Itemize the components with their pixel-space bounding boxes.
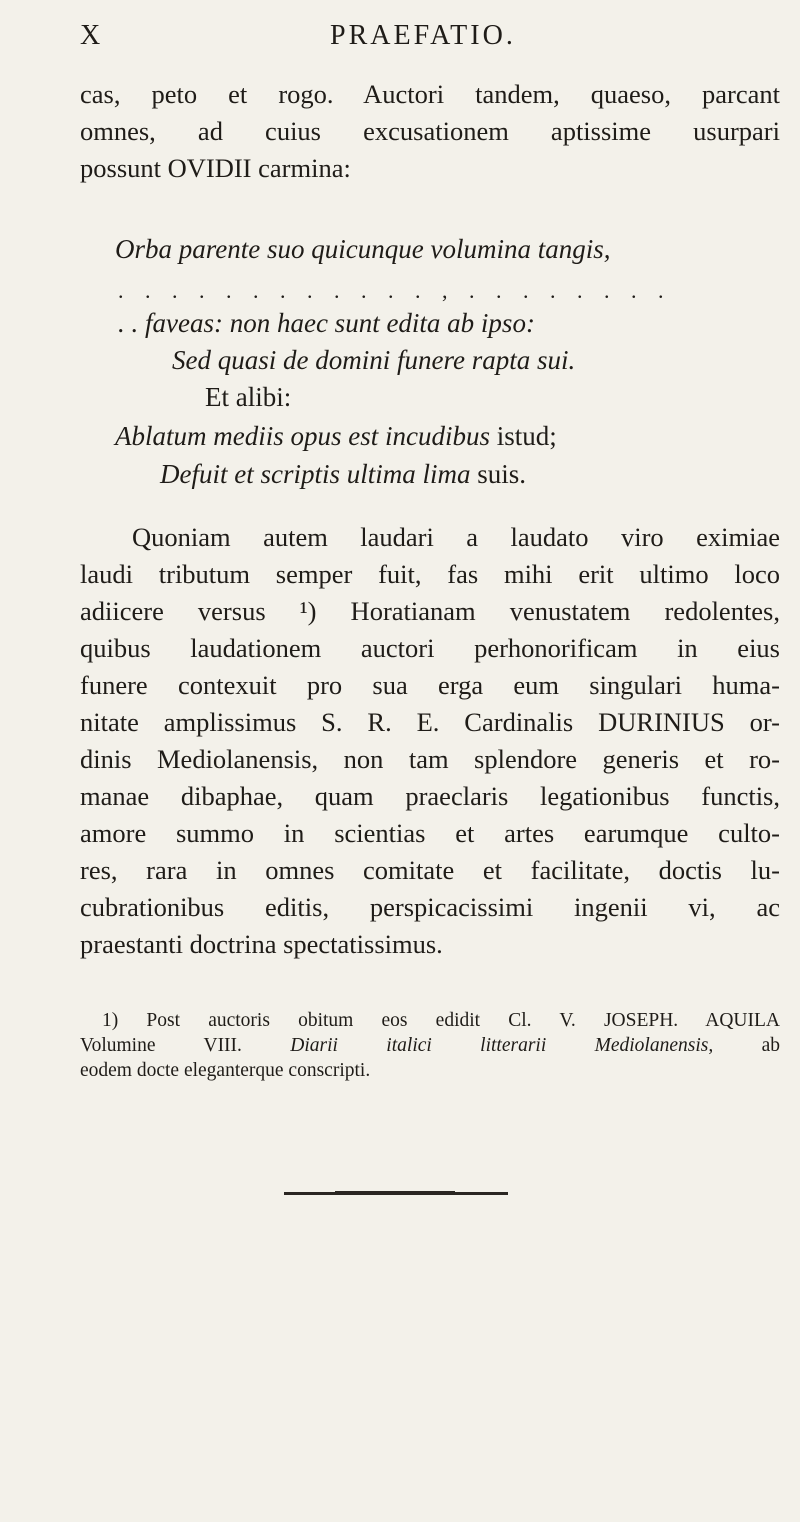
page-number: X [80, 20, 102, 51]
text-line: cubrationibus editis, perspicacissimi ingenii vi, ac [80, 892, 780, 922]
running-head: PRAEFATIO. [330, 20, 516, 51]
text-line: res, rara in omnes comitate et facilitate, doctis lu- [80, 855, 780, 885]
text-line: nitate amplissimus S. R. E. Cardinalis DURINIUS or- [80, 707, 780, 737]
verse-line-italic: Defuit et scriptis ultima lima [160, 459, 471, 489]
footnote [80, 1008, 780, 1083]
text-line: laudi tributum semper fuit, fas mihi erit ultimo loco [80, 559, 780, 589]
text-line: Quoniam autem laudari a laudato viro eximiae [132, 522, 780, 552]
text-line: praestanti doctrina spectatissimus. [80, 929, 443, 959]
paragraph-intro [80, 76, 780, 187]
verse-line-italic: Ablatum mediis opus est incudibus [115, 421, 490, 451]
verse-line: Sed quasi de domini funere rapta sui. [172, 345, 576, 375]
text-line: adiicere versus ¹) Horatianam venustatem redolentes, [80, 596, 780, 626]
footnote-line [80, 1033, 780, 1058]
verse-line [115, 417, 800, 455]
footnote-title: Diarii italici litterarii Mediolanensis, [290, 1035, 714, 1056]
closing-rule-center [335, 1191, 455, 1195]
verse-line: . . faveas: non haec sunt edita ab ipso: [118, 308, 535, 338]
footnote-text: ab [761, 1035, 780, 1056]
footnote-marker: 1) [102, 1010, 119, 1031]
text-line: possunt OVIDII carmina: [80, 153, 351, 183]
text-line: manae dibaphae, quam praeclaris legationibus functis, [80, 781, 780, 811]
verse-line: Orba parente suo quicunque volumina tangis, [115, 234, 611, 264]
verse-line-roman: suis. [477, 459, 527, 489]
text-line: funere contexuit pro sua erga eum singulari huma- [80, 670, 780, 700]
footnote-line: eodem docte eleganterque conscripti. [80, 1060, 371, 1081]
verse-line-roman: istud; [496, 421, 557, 451]
text-line: dinis Mediolanensis, non tam splendore generis et ro- [80, 744, 780, 774]
text-line: omnes, ad cuius excusationem aptissime usurpari [80, 116, 780, 146]
page-header [80, 20, 780, 60]
text-line: quibus laudationem auctori perhonorificam in eius [80, 633, 780, 663]
footnote-text: Post auctoris obitum eos edidit Cl. V. JOSEPH. AQUILA [146, 1010, 781, 1031]
footnote-text: Volumine VIII. [80, 1035, 242, 1056]
text-line: cas, peto et rogo. Auctori tandem, quaeso, parcant [80, 79, 780, 109]
verse-ellipsis: . . . . . . . . . . . . , . . . . . . . . [118, 278, 672, 303]
verse-et-alibi: Et alibi: [205, 382, 292, 412]
paragraph-main [80, 519, 780, 963]
verse-line [160, 455, 800, 493]
footnote-line [80, 1008, 780, 1033]
text-line: amore summo in scientias et artes earumque culto- [80, 818, 780, 848]
